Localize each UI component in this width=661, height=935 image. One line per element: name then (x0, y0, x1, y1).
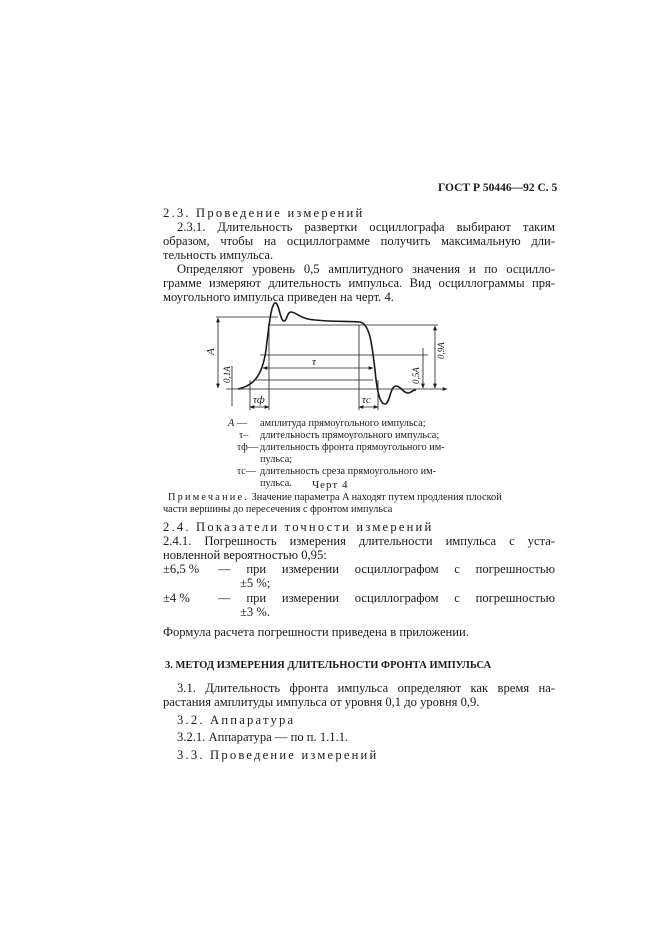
dash: — (236, 418, 248, 429)
paragraph-line: грамме измеряют длительность импульса. Вид осциллограммы пря- (163, 276, 555, 290)
paragraph-line: Определяют уровень 0,5 амплитудного значения и по осцилло- (177, 262, 555, 276)
paragraph-line: 2.4.1. Погрешность измерения длительности импульса с уста- (163, 534, 555, 548)
tolerance-text: — при измерении осциллографом с погрешностью (218, 591, 555, 605)
paragraph-line: 2.3.1. Длительность развертки осциллографа выбирают таким (177, 220, 555, 234)
section-3-heading: 3. МЕТОД ИЗМЕРЕНИЯ ДЛИТЕЛЬНОСТИ ФРОНТА ИМПУЛЬСА (165, 660, 492, 671)
section-2-4-heading: 2.4. Показатели точности измерений (163, 520, 434, 534)
note-text: Значение параметра A находят путем продления плоской (251, 492, 502, 503)
page-header: ГОСТ Р 50446—92 С. 5 (438, 182, 558, 194)
label-0-5a: 0,5A (411, 367, 421, 384)
paragraph-line: 3.2.1. Аппаратура — по п. 1.1.1. (177, 730, 349, 744)
paragraph-line: 3.1. Длительность фронта импульса определяют как время на- (177, 681, 555, 695)
label-a: A (205, 348, 217, 355)
dash: – (243, 430, 249, 441)
legend-text: длительность прямоугольного импульса; (260, 430, 440, 441)
legend-text: пульса. (260, 478, 292, 489)
tolerance-value: ±4 % (163, 591, 190, 605)
note-label: Примечание. (168, 492, 250, 503)
tolerance-cont: ±3 %. (240, 605, 270, 619)
legend-symbol: A (228, 418, 235, 429)
dash: — (247, 442, 259, 453)
label-0-9a: 0,9A (436, 342, 446, 359)
dash: — (245, 466, 257, 477)
legend-symbol: τс (237, 466, 246, 477)
paragraph-line: тельность импульса. (163, 248, 274, 262)
legend-symbol: τф (237, 442, 248, 453)
figure-caption: Черт 4 (312, 479, 349, 491)
label-tau-f: τф (253, 394, 265, 406)
paragraph-line: растания амплитуды импульса от уровня 0,1 до уровня 0,9. (163, 695, 480, 709)
tolerance-text: — при измерении осциллографом с погрешностью (218, 562, 555, 576)
tolerance-value: ±6,5 % (163, 562, 200, 576)
label-tau: τ (312, 356, 316, 368)
note-line: части вершины до пересечения с фронтом импульса (163, 504, 393, 515)
formula-reference: Формула расчета погрешности приведена в приложении. (163, 625, 469, 639)
label-0-1a: 0,1A (222, 366, 232, 383)
legend-text: длительность среза прямоугольного им- (260, 466, 437, 477)
paragraph-line: моугольного импульса приведен на черт. 4. (163, 290, 394, 304)
section-3-3-heading: 3.3. Проведение измерений (177, 748, 379, 762)
legend-symbol: τ (239, 430, 244, 441)
legend-text: длительность фронта прямоугольного им- (260, 442, 445, 453)
section-3-2-heading: 3.2. Аппаратура (177, 713, 296, 727)
label-tau-c: τс (362, 394, 371, 406)
section-2-3-heading: 2.3. Проведение измерений (163, 206, 365, 220)
legend-text: пульса; (260, 454, 293, 465)
paragraph-line: образом, чтобы на осциллограмме получить максимальную дли- (163, 234, 555, 248)
legend-text: амплитуда прямоугольного импульса; (260, 418, 426, 429)
paragraph-line: новленной вероятностью 0,95: (163, 548, 327, 562)
tolerance-cont: ±5 %; (240, 576, 271, 590)
